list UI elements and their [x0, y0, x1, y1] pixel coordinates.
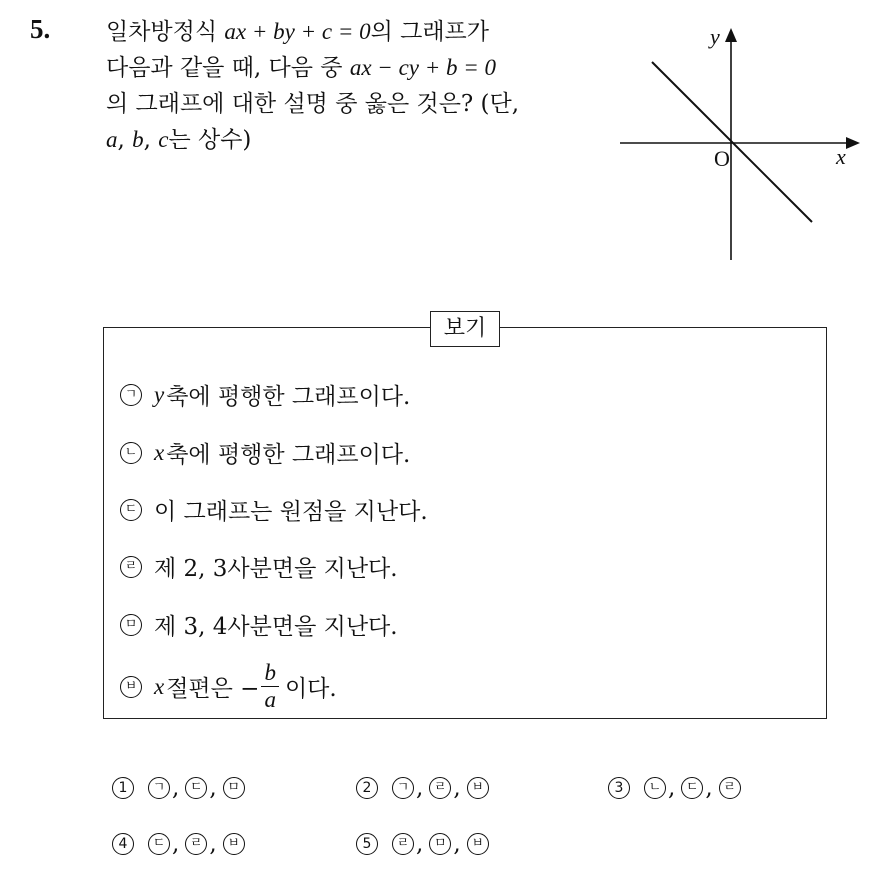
question-line — [106, 86, 592, 122]
circled-marker: ㅁ — [429, 833, 451, 855]
circled-marker: ㄷ — [120, 499, 142, 521]
math-expression: c — [158, 127, 169, 152]
x-axis-arrow — [846, 137, 860, 149]
math-expression: ax − cy + b = 0 — [349, 55, 497, 80]
choice-number: 1 — [112, 777, 134, 799]
fraction — [261, 660, 279, 713]
question-number: 5. — [30, 14, 51, 44]
question-text-segment: , — [117, 127, 133, 153]
separator: , — [172, 831, 180, 857]
separator: , — [209, 775, 217, 801]
question-text-segment: 다음과 같을 때, 다음 중 — [106, 55, 350, 81]
choice-number: 2 — [356, 777, 378, 799]
circled-marker: ㄷ — [185, 777, 207, 799]
circled-marker: ㄴ — [120, 442, 142, 464]
bogi-item — [120, 608, 398, 641]
circled-marker: ㄱ — [148, 777, 170, 799]
bogi-item — [120, 550, 398, 583]
circled-marker: ㄱ — [392, 777, 414, 799]
bogi-item — [120, 493, 428, 526]
question-text-segment: 의 그래프에 대한 설명 중 옳은 것은? (단, — [106, 91, 520, 117]
answer-choice-5[interactable] — [356, 831, 489, 857]
question-text — [106, 14, 592, 158]
variable: x — [154, 673, 165, 699]
circled-marker: ㄹ — [429, 777, 451, 799]
separator: , — [416, 775, 424, 801]
variable: x — [154, 439, 165, 465]
circled-marker: ㄹ — [392, 833, 414, 855]
variable: y — [154, 381, 165, 407]
bogi-item — [120, 378, 410, 411]
bogi-item-text: 제 2, 3사분면을 지난다. — [154, 556, 398, 582]
separator: , — [172, 775, 180, 801]
question-text-segment: 일차방정식 — [106, 19, 225, 45]
answer-choice-4[interactable] — [112, 831, 245, 857]
separator: , — [453, 775, 461, 801]
separator: , — [668, 775, 676, 801]
choice-number: 5 — [356, 833, 378, 855]
bogi-item-text: 축에 평행한 그래프이다. — [166, 384, 411, 410]
fraction-numerator: b — [264, 660, 276, 685]
x-axis-label: x — [836, 144, 846, 169]
separator: , — [209, 831, 217, 857]
question-line — [106, 14, 592, 50]
fraction-denominator: a — [264, 687, 276, 712]
graph-line — [652, 62, 812, 222]
y-axis-arrow — [725, 28, 737, 42]
bogi-item-text: 제 3, 4사분면을 지난다. — [154, 614, 398, 640]
bogi-item-text: 이 그래프는 원점을 지난다. — [154, 499, 428, 525]
circled-marker: ㅂ — [467, 833, 489, 855]
circled-marker: ㄴ — [644, 777, 666, 799]
question-line — [106, 50, 592, 86]
coordinate-graph — [610, 20, 870, 265]
circled-marker: ㄷ — [148, 833, 170, 855]
answer-choice-1[interactable] — [112, 775, 245, 801]
bogi-item-text: 축에 평행한 그래프이다. — [166, 442, 411, 468]
bogi-item — [120, 660, 337, 713]
choice-number: 4 — [112, 833, 134, 855]
separator: , — [705, 775, 713, 801]
y-axis-label: y — [710, 24, 720, 49]
answer-choice-2[interactable] — [356, 775, 489, 801]
math-expression: a — [106, 127, 118, 152]
circled-marker: ㅂ — [223, 833, 245, 855]
bogi-item-text: 이다. — [284, 676, 337, 702]
circled-marker: ㅁ — [120, 614, 142, 636]
circled-marker: ㅂ — [120, 676, 142, 698]
separator: , — [453, 831, 461, 857]
question-line — [106, 122, 592, 158]
bogi-item — [120, 436, 410, 469]
math-expression: b — [132, 127, 144, 152]
separator: , — [416, 831, 424, 857]
question-text-segment: 의 그래프가 — [370, 19, 489, 45]
circled-marker: ㄹ — [719, 777, 741, 799]
math-expression: ax + by + c = 0 — [224, 19, 371, 44]
question-text-segment: , — [143, 127, 159, 153]
circled-marker: ㄹ — [185, 833, 207, 855]
circled-marker: ㅂ — [467, 777, 489, 799]
circled-marker: ㅁ — [223, 777, 245, 799]
circled-marker: ㄹ — [120, 556, 142, 578]
circled-marker: ㄷ — [681, 777, 703, 799]
bogi-item-text: 절편은 − — [166, 676, 260, 702]
answer-choice-3[interactable] — [608, 775, 741, 801]
circled-marker: ㄱ — [120, 384, 142, 406]
origin-label: O — [714, 146, 730, 171]
bogi-title: 보기 — [430, 311, 500, 347]
choice-number: 3 — [608, 777, 630, 799]
question-text-segment: 는 상수) — [168, 127, 252, 153]
